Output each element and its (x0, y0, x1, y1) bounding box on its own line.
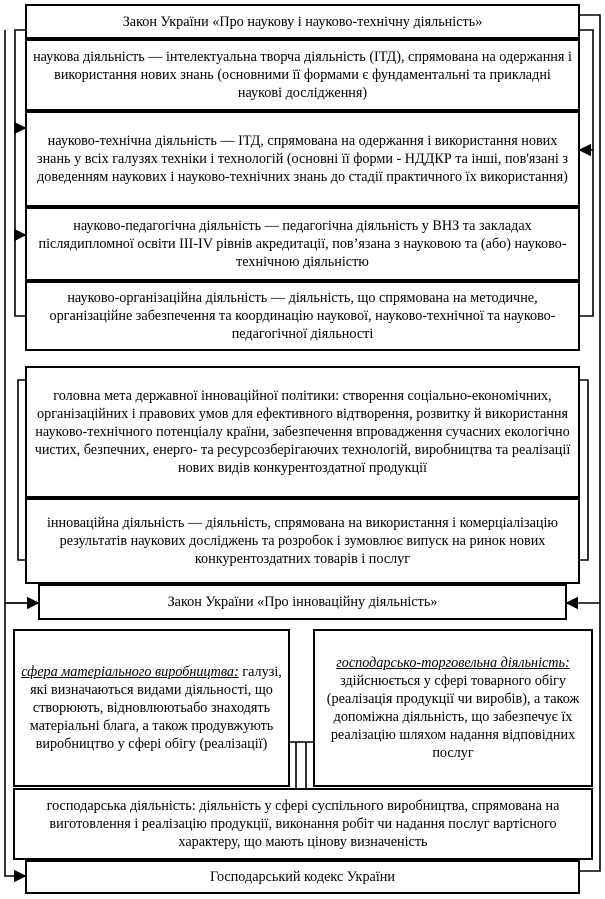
sciorg-activity-text: науково-організаційна діяльність — діяльність, що спрямована на методичне, організаційне забезпечення та координацію наукової, науково-технічної та науково-педагогічної діяльності (49, 290, 556, 342)
law-innovation-box (38, 584, 567, 620)
material-sphere-text (21, 663, 282, 753)
material-sphere-box (13, 629, 290, 787)
code-title: Господарський кодекс України (210, 869, 395, 885)
science-activity-box (25, 39, 580, 111)
trade-activity-desc: здійснюється у сфері товарного обігу (реалізація продукції чи виробів), а також допоміжна діяльність, що забезпечує їх реалізацію шляхом надання відповідних послуг (326, 673, 580, 761)
science-activity-text: наукова діяльність — інтелектуальна творча діяльність (ІТД), спрямована на одержання і використання нових знань (основними її формами є фундаментальні та прикладні наукові дослідження) (33, 49, 572, 101)
scitech-activity-box (25, 111, 580, 207)
scipedagog-activity-text: науково-педагогічна діяльність — педагогічна діяльність у ВНЗ та закладах післядипломної освіти ІІІ-IV рівнів акредитації, пов’язана з науковою та (або) науково-технічною діяльністю (38, 218, 567, 270)
economic-activity-box (13, 788, 593, 860)
innovation-goal-text: головна мета державної інноваційної політики: створення соціально-економічних, організаційних і правових умов для ефективного відтворення, розвитку й використання науково-технічного потенціалу країни, забезпечення впровадження сучасних екологічно чистих, безпечних, енерго- та ресурсозберігаючих технологій, виробництва та реалізації нових видів конкурентоздатної продукції (34, 388, 571, 476)
law-science-box (25, 4, 580, 39)
innovation-goal-box (25, 366, 580, 498)
scitech-activity-text: науково-технічна діяльність — ІТД, спрямована на одержання і використання нових знань у всіх галузях техніки і технологій (основні її форми - НДДКР та інші, пов'язані з доведенням наукових і науково-технічних знань до стадії практичного їх використання) (36, 133, 569, 185)
code-box (25, 860, 580, 894)
law-science-title: Закон України «Про наукову і науково-технічну діяльність» (122, 13, 483, 30)
trade-activity-box (313, 629, 593, 787)
innovation-activity-text: інноваційна діяльність — діяльність, спрямована на використання і комерціалізацію результатів наукових досліджень та розробок і зумовлює випуск на ринок нових конкурентоздатних товарів і послуг (46, 515, 559, 567)
trade-activity-text (321, 654, 585, 762)
material-sphere-desc: галузі, які визначаються видами діяльності, що створюють, відновлюютьабо знаходять матеріальні блага, а також продувжують виробництво у сфері обігу (реалізації) (29, 664, 282, 752)
economic-activity-text: господарська діяльність: діяльність у сфері суспільного виробництва, спрямована на виготовлення і реалізацію продукції, виконання робіт чи надання послуг вартісного характеру, що мають цінову визначеність (46, 798, 560, 850)
innovation-activity-box (25, 498, 580, 584)
scipedagog-activity-box (25, 207, 580, 281)
sciorg-activity-box (25, 281, 580, 351)
material-sphere-title: сфера матеріального виробництва: (21, 664, 239, 680)
trade-activity-title: господарсько-торговельна діяльність: (336, 655, 570, 671)
law-innovation-title: Закон України «Про інноваційну діяльність» (167, 594, 438, 610)
